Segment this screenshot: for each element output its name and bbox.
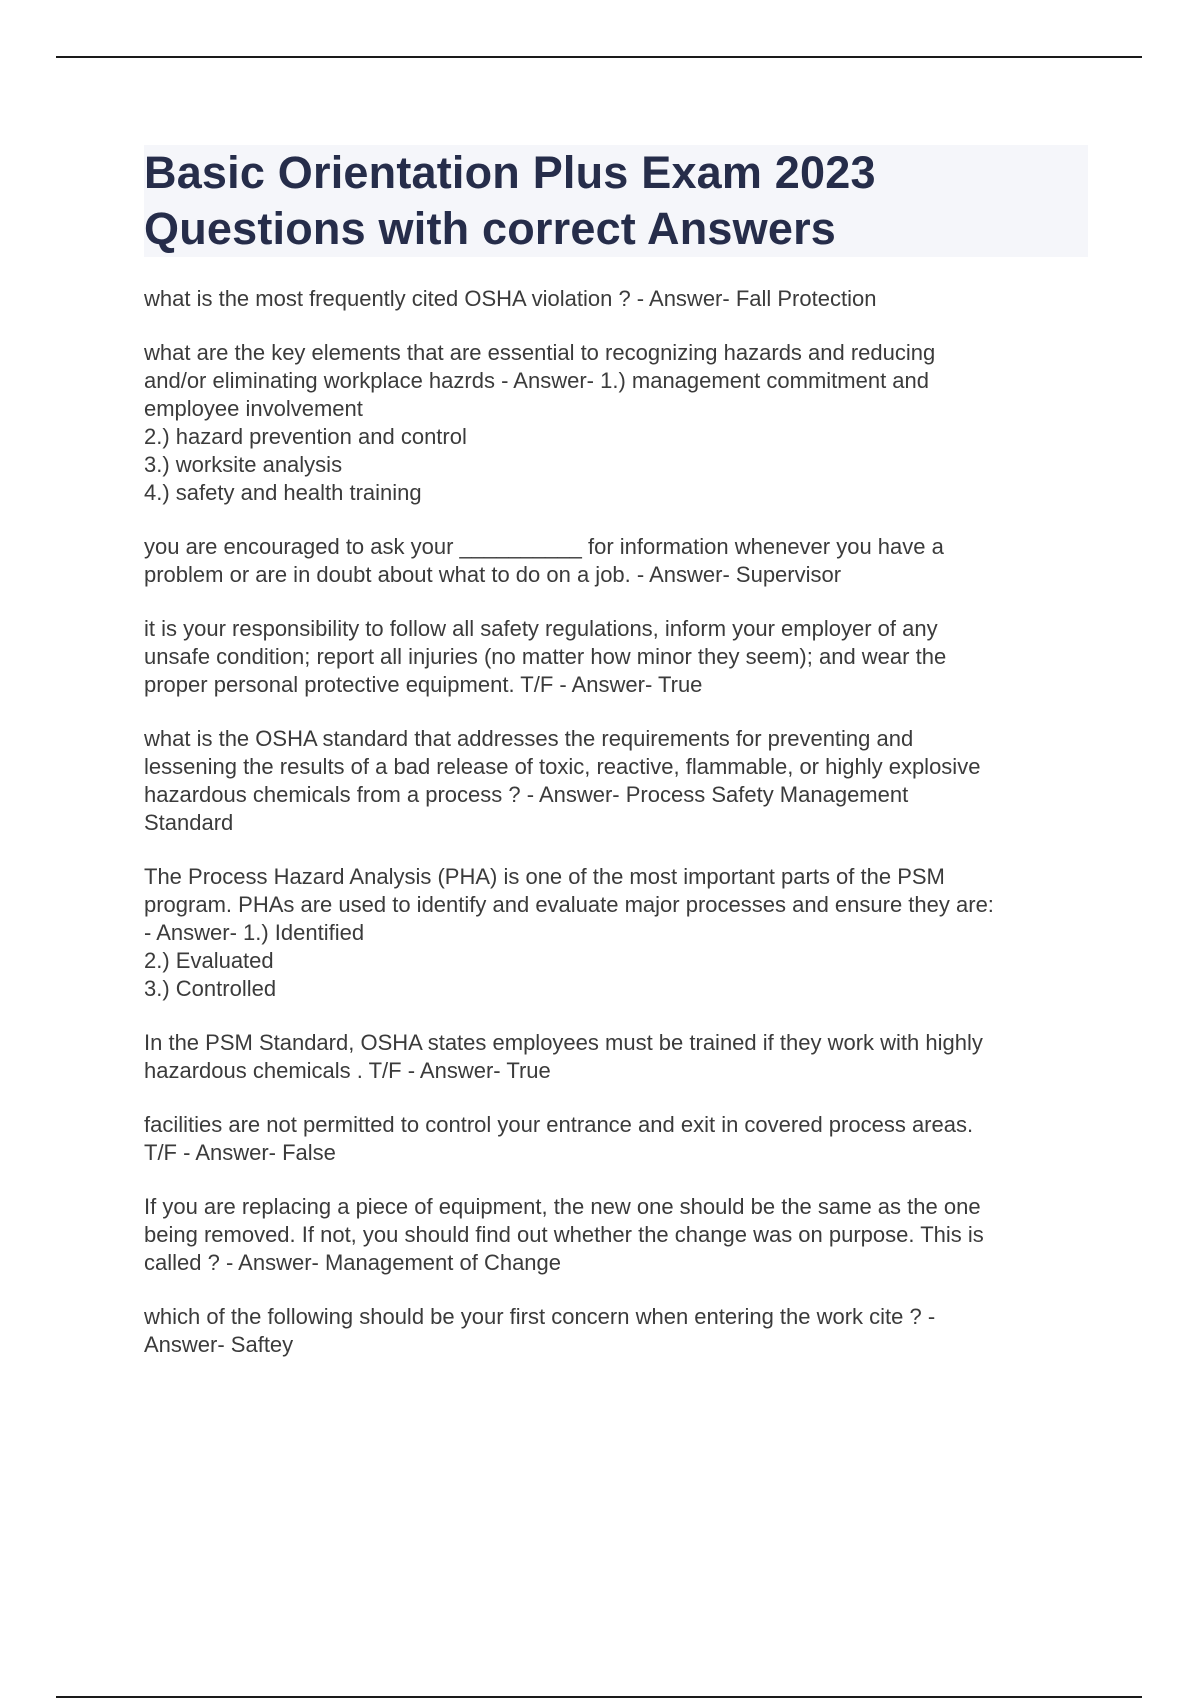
qa-line: 2.) hazard prevention and control: [144, 424, 467, 449]
title-line-1: Basic Orientation Plus Exam 2023: [144, 147, 876, 198]
qa-line: In the PSM Standard, OSHA states employees must be trained if they work with highly: [144, 1030, 983, 1055]
qa-line: 2.) Evaluated: [144, 948, 274, 973]
qa-line: what are the key elements that are essential to recognizing hazards and reducing: [144, 340, 936, 365]
qa-line: facilities are not permitted to control your entrance and exit in covered process areas.: [144, 1112, 974, 1137]
qa-line: unsafe condition; report all injuries (no matter how minor they seem); and wear the: [144, 644, 947, 669]
qa-line: The Process Hazard Analysis (PHA) is one of the most important parts of the PSM: [144, 864, 945, 889]
qa-item: [144, 725, 1088, 837]
qa-line: it is your responsibility to follow all safety regulations, inform your employer of any: [144, 616, 938, 641]
qa-item: [144, 339, 1088, 507]
qa-line: hazardous chemicals . T/F - Answer- True: [144, 1058, 551, 1083]
qa-item: [144, 1111, 1088, 1167]
qa-line: hazardous chemicals from a process ? - Answer- Process Safety Management: [144, 782, 909, 807]
qa-line: - Answer- 1.) Identified: [144, 920, 365, 945]
qa-item: [144, 1303, 1088, 1359]
qa-line: Standard: [144, 810, 234, 835]
qa-line: proper personal protective equipment. T/F - Answer- True: [144, 672, 703, 697]
qa-line: 3.) worksite analysis: [144, 452, 343, 477]
qa-item: [144, 1193, 1088, 1277]
qa-item: [144, 615, 1088, 699]
qa-line: 3.) Controlled: [144, 976, 277, 1001]
qa-line: you are encouraged to ask your __________ for information whenever you have a: [144, 534, 944, 559]
qa-list: [144, 285, 1088, 1385]
qa-line: If you are replacing a piece of equipment, the new one should be the same as the one: [144, 1194, 981, 1219]
qa-item: [144, 1029, 1088, 1085]
qa-line: lessening the results of a bad release of toxic, reactive, flammable, or highly explosive: [144, 754, 981, 779]
qa-line: called ? - Answer- Management of Change: [144, 1250, 562, 1275]
qa-line: program. PHAs are used to identify and evaluate major processes and ensure they are:: [144, 892, 994, 917]
title-block: [144, 145, 1088, 257]
qa-line: Answer- Saftey: [144, 1332, 294, 1357]
page-title: [144, 145, 1088, 257]
qa-item: [144, 863, 1088, 1003]
qa-item: [144, 285, 1088, 313]
qa-line: T/F - Answer- False: [144, 1140, 336, 1165]
qa-item: [144, 533, 1088, 589]
qa-line: 4.) safety and health training: [144, 480, 422, 505]
qa-line: which of the following should be your first concern when entering the work cite ? -: [144, 1304, 936, 1329]
qa-line: what is the OSHA standard that addresses the requirements for preventing and: [144, 726, 914, 751]
qa-line: employee involvement: [144, 396, 363, 421]
bottom-rule: [56, 1696, 1142, 1698]
top-rule: [56, 56, 1142, 58]
qa-line: and/or eliminating workplace hazrds - Answer- 1.) management commitment and: [144, 368, 930, 393]
title-line-2: Questions with correct Answers: [144, 203, 837, 254]
qa-line: being removed. If not, you should find out whether the change was on purpose. This is: [144, 1222, 984, 1247]
qa-line: problem or are in doubt about what to do on a job. - Answer- Supervisor: [144, 562, 842, 587]
qa-line: what is the most frequently cited OSHA violation ? - Answer- Fall Protection: [144, 286, 877, 311]
